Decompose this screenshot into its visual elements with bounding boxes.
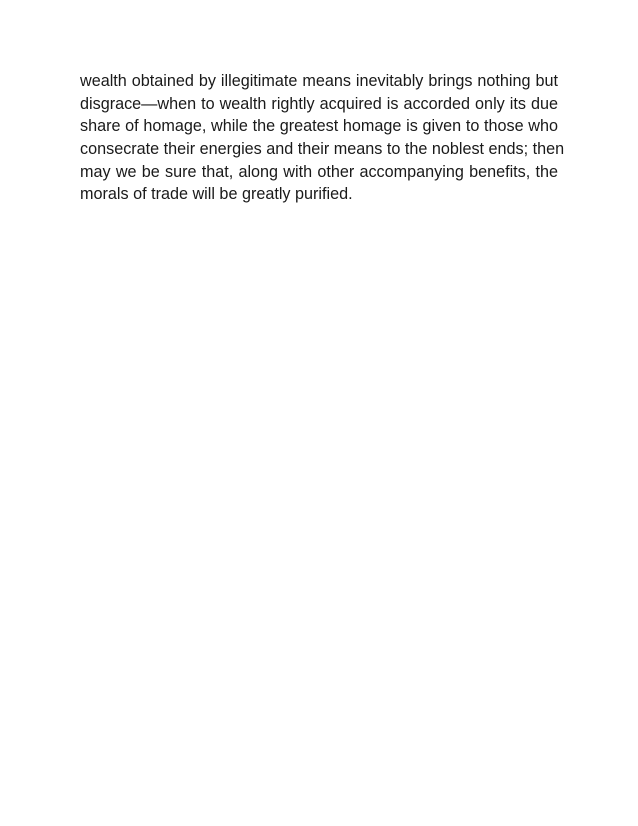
paragraph-line: consecrate their energies and their means to the noblest ends; then xyxy=(80,140,565,159)
paragraph-line: wealth obtained by illegitimate means inevitably brings nothing but xyxy=(80,72,558,90)
body-paragraph xyxy=(80,70,565,206)
paragraph-line: share of homage, while the greatest homage is given to those who xyxy=(80,117,558,136)
paragraph-line: morals of trade will be greatly purified. xyxy=(80,185,353,204)
paragraph-line: disgrace—when to wealth rightly acquired is accorded only its due xyxy=(80,94,558,113)
paragraph-line: may we be sure that, along with other accompanying benefits, the xyxy=(80,162,558,181)
